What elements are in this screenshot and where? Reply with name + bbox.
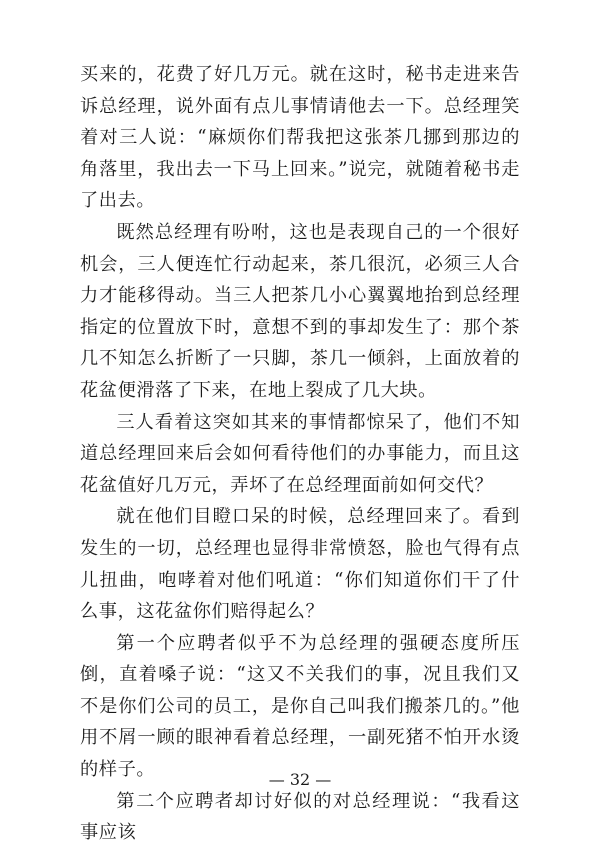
paragraph-1: 买来的，花费了好几万元。就在这时，秘书走进来告诉总经理，说外面有点儿事情请他去一下。总经理笑着对三人说：“麻烦你们帮我把这张茶几挪到那边的角落里，我出去一下马上回来。”说完，就随着秘书走了出去。 <box>80 64 520 212</box>
paragraph-2: 既然总经理有吩咐，这也是表现自己的一个很好机会，三人便连忙行动起来，茶几很沉，必须三人合力才能移得动。当三人把茶几小心翼翼地抬到总经理指定的位置放下时，意想不到的事却发生了：那个茶几不知怎么折断了一只脚，茶几一倾斜，上面放着的花盆便滑落了下来，在地上裂成了几大块。 <box>80 221 520 401</box>
paragraph-6: 第二个应聘者却讨好似的对总经理说：“我看这事应该 <box>80 790 520 844</box>
paragraph-4: 就在他们目瞪口呆的时候，总经理回来了。看到发生的一切，总经理也显得非常愤怒，脸也气得有点儿扭曲，咆哮着对他们吼道：“你们知道你们干了什么事，这花盆你们赔得起么？ <box>80 506 520 623</box>
paragraph-3: 三人看着这突如其来的事情都惊呆了，他们不知道总经理回来后会如何看待他们的办事能力，而且这花盆值好几万元，弄坏了在总经理面前如何交代？ <box>80 411 520 496</box>
paragraph-5: 第一个应聘者似乎不为总经理的强硬态度所压倒，直着嗓子说：“这又不关我们的事，况且我们又不是你们公司的员工，是你自己叫我们搬茶几的。”他用不屑一顾的眼神看着总经理，一副死猪不怕开水烫的样子。 <box>80 632 520 781</box>
body-text <box>80 59 520 849</box>
page-number: — 32 — <box>268 770 332 789</box>
